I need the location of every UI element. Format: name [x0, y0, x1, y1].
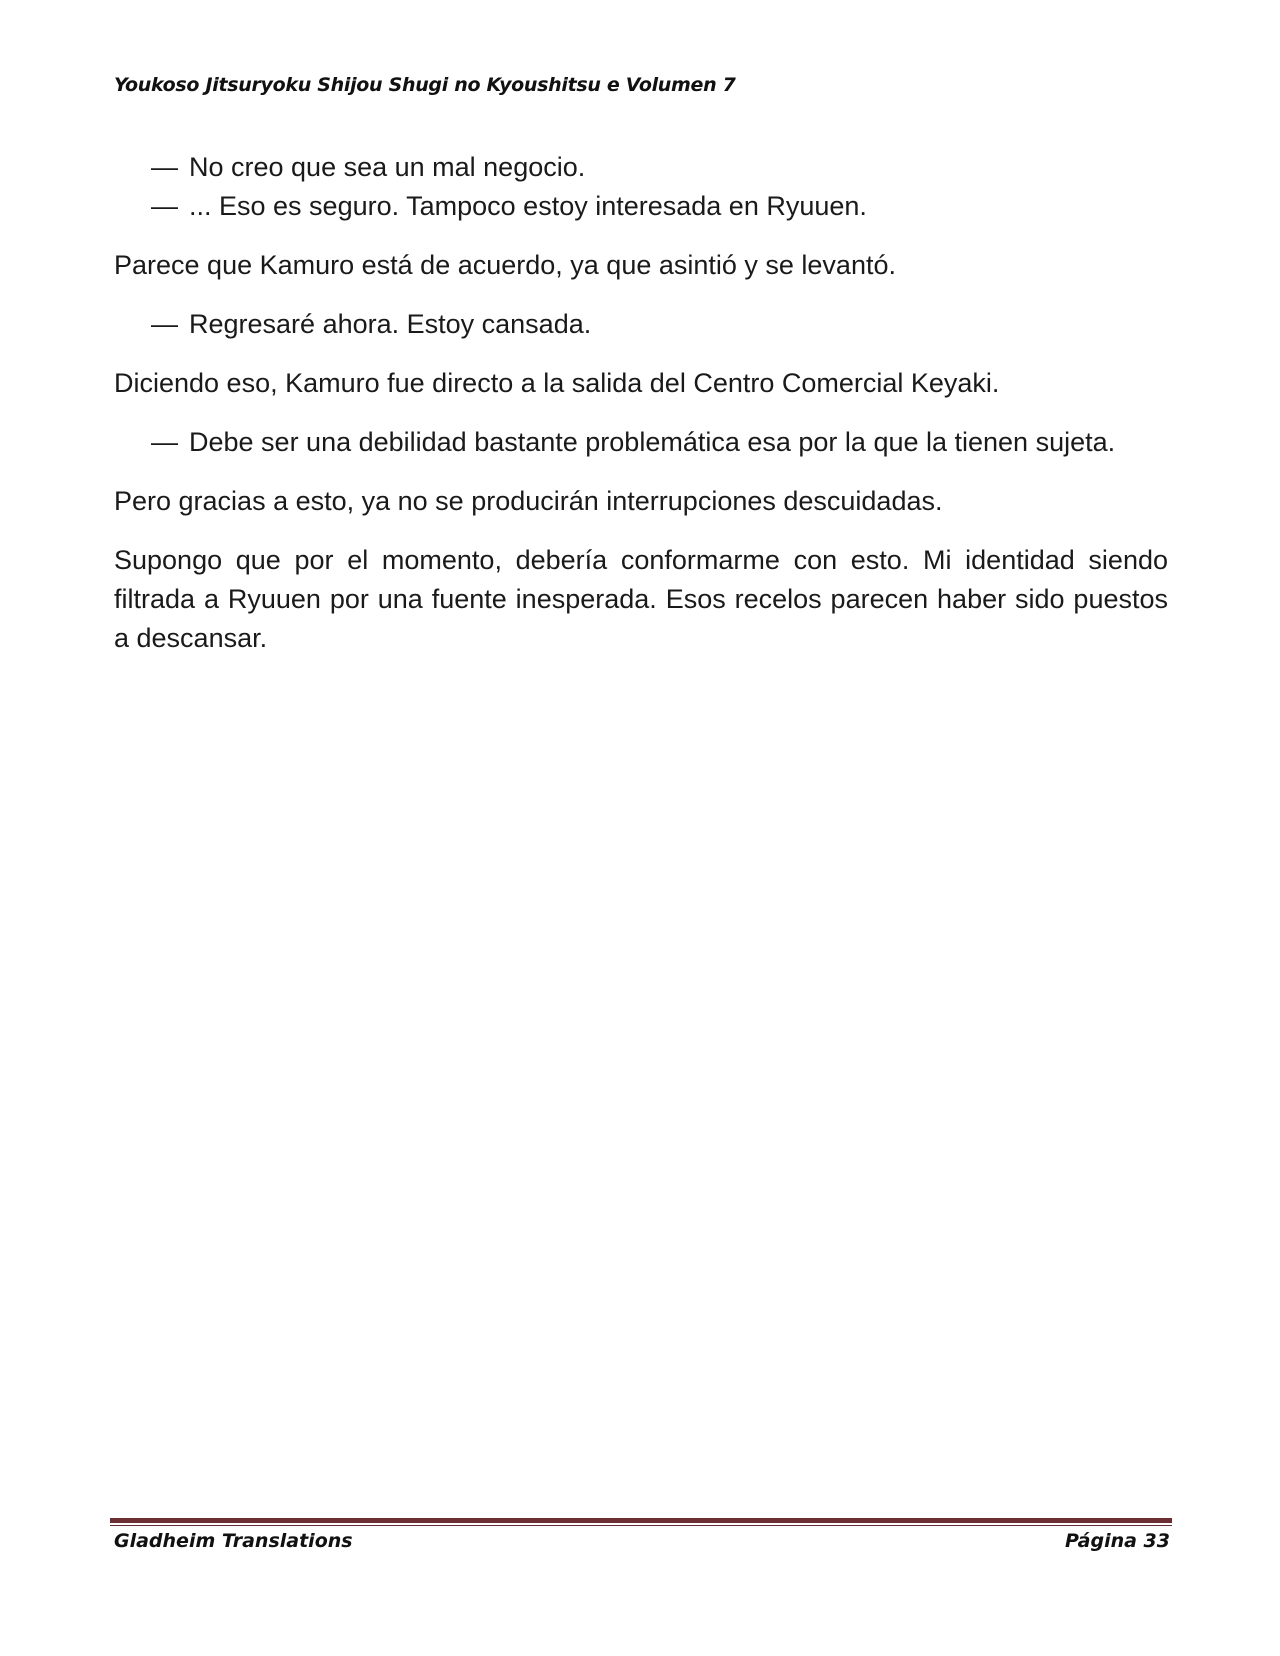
page-body	[114, 148, 1168, 658]
page-footer	[114, 1530, 1170, 1552]
dialogue-text: ... Eso es seguro. Tampoco estoy interesada en Ryuuen.	[189, 191, 867, 221]
narration-paragraph: Parece que Kamuro está de acuerdo, ya que asintió y se levantó.	[114, 250, 896, 280]
dialogue-dash: —	[151, 152, 178, 182]
dialogue-line	[114, 148, 1168, 187]
dialogue-text: Debe ser una debilidad bastante problemática esa por la que la tienen sujeta.	[189, 427, 1116, 457]
narration-paragraph: Diciendo eso, Kamuro fue directo a la salida del Centro Comercial Keyaki.	[114, 368, 1000, 398]
dialogue-text: No creo que sea un mal negocio.	[189, 152, 586, 182]
dialogue-line	[114, 305, 1168, 344]
paragraph-spacer	[114, 462, 1168, 482]
running-header-title: Youkoso Jitsuryoku Shijou Shugi no Kyoushitsu e Volumen 7	[114, 74, 736, 96]
paragraph-spacer	[114, 403, 1168, 423]
footer-divider-thin	[110, 1525, 1172, 1526]
dialogue-dash: —	[151, 427, 178, 457]
narration-paragraph: Pero gracias a esto, ya no se producirán interrupciones descuidadas.	[114, 486, 943, 516]
dialogue-line	[114, 187, 1168, 226]
page-number: Página 33	[1064, 1530, 1170, 1552]
dialogue-text: Regresaré ahora. Estoy cansada.	[189, 309, 592, 339]
dialogue-dash: —	[151, 191, 178, 221]
narration-paragraph: Supongo que por el momento, debería conformarme con esto. Mi identidad siendo filtrada a Ryuuen por una fuente inesperada. Esos recelos parecen haber sido puestos a descansar.	[114, 545, 1168, 653]
footer-credit: Gladheim Translations	[114, 1530, 353, 1552]
dialogue-line	[114, 423, 1168, 462]
dialogue-dash: —	[151, 309, 178, 339]
paragraph-spacer	[114, 344, 1168, 364]
footer-divider-thick	[110, 1518, 1172, 1523]
paragraph-spacer	[114, 226, 1168, 246]
paragraph-spacer	[114, 285, 1168, 305]
paragraph-spacer	[114, 521, 1168, 541]
